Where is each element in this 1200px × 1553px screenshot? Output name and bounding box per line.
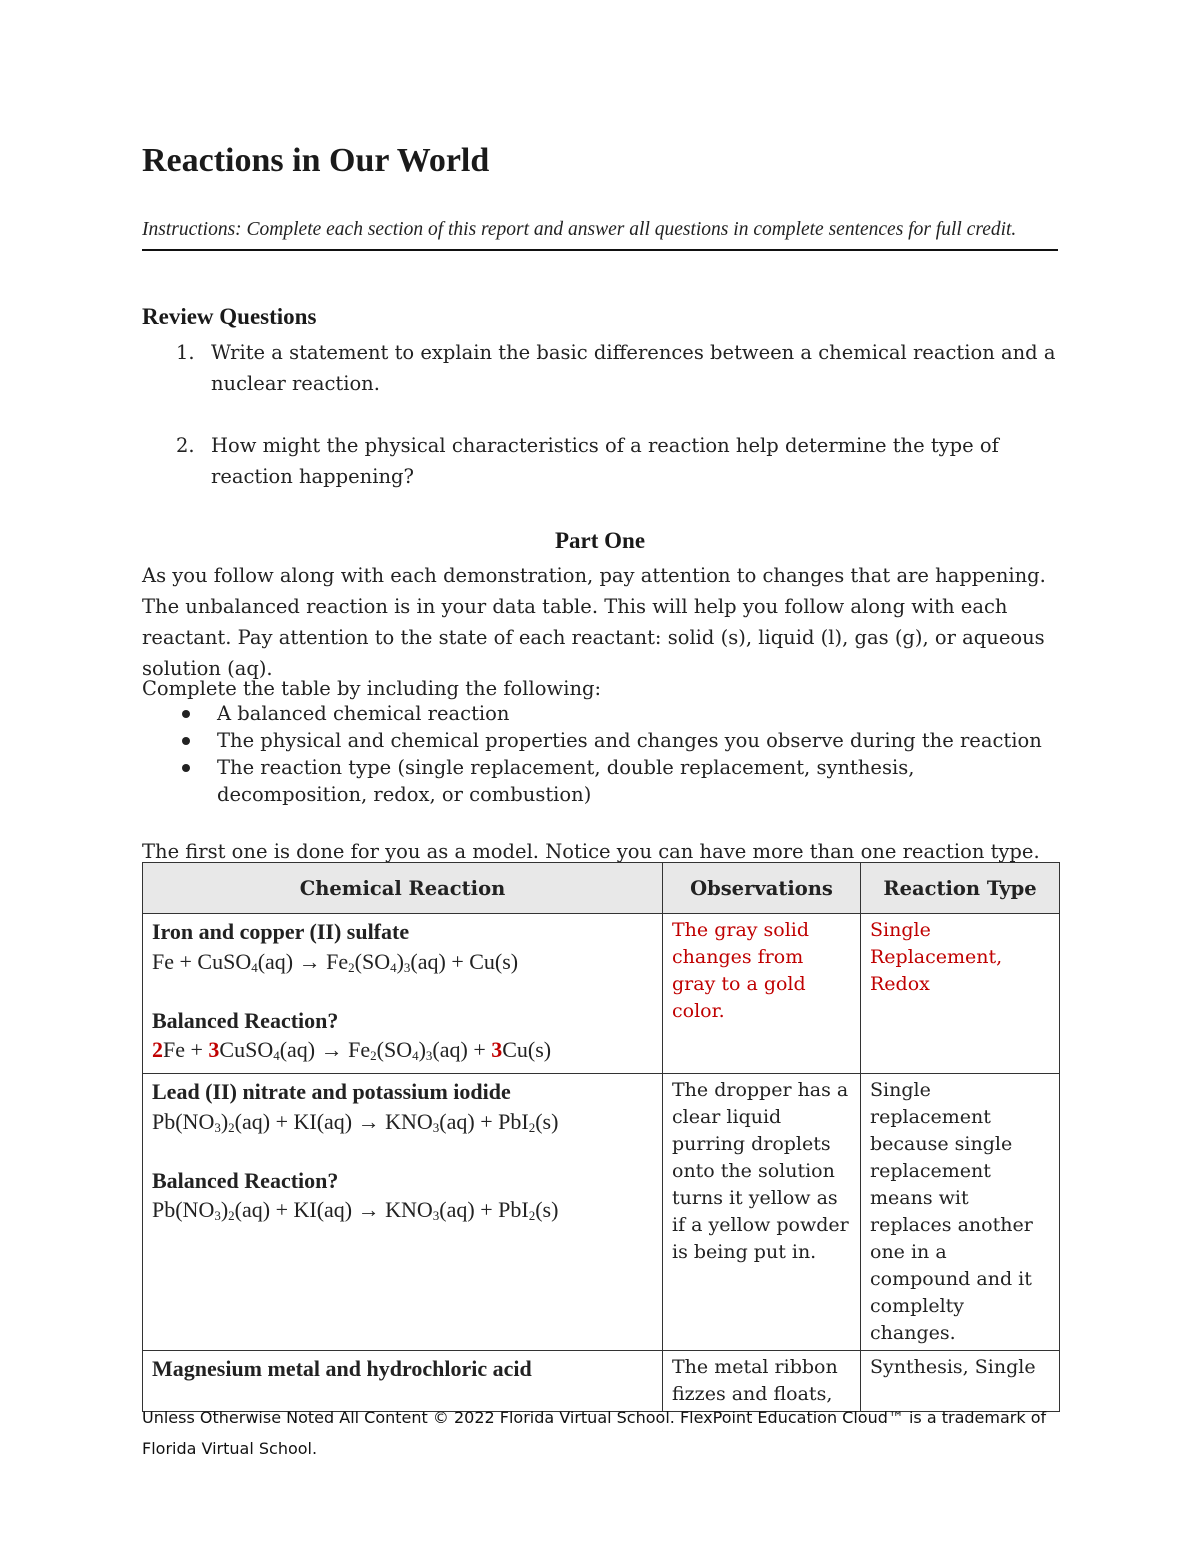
question-text: Write a statement to explain the basic differences between a chemical reaction and a nuclear reaction.: [211, 341, 1056, 395]
table-row: [143, 914, 1060, 1074]
reaction-name: Magnesium metal and hydrochloric acid: [152, 1356, 532, 1381]
chemical-reaction-cell: [143, 914, 663, 1074]
data-table: [142, 862, 1060, 1412]
question-number: 1.: [176, 341, 195, 364]
observations-cell: The metal ribbon fizzes and floats,: [663, 1351, 861, 1412]
observations-cell: The gray solid changes from gray to a gold color.: [663, 914, 861, 1074]
balanced-equation: $Pb(NO_3)_2(aq) + KI(aq) \to KNO_3(aq) + PbI_2(s)$: [152, 1197, 559, 1223]
reaction-type-cell: Single replacement because single replacement means wit replaces another one in a compound and it complelty changes.: [861, 1074, 1060, 1351]
part-one-intro: As you follow along with each demonstration, pay attention to changes that are happening. The unbalanced reaction is in your data table. This will help you follow along with each reactant. Pay attention to the state of each reactant: solid (s), liquid (l), gas (g), or aqueous solution (aq).: [142, 564, 1046, 680]
header-reaction-type: Reaction Type: [861, 863, 1060, 914]
instructions: Instructions: Complete each section of this report and answer all questions in complete sentences for full credit.: [142, 216, 1058, 251]
copyright-footer: Unless Otherwise Noted All Content © 2022 Florida Virtual School. FlexPoint Education Cloud™ is a trademark of Florida Virtual School.: [142, 1408, 1047, 1458]
unbalanced-equation: $Pb(NO_3)_2(aq) + KI(aq) \to KNO_3(aq) + PbI_2(s)$: [152, 1108, 559, 1135]
review-questions-list: [142, 337, 1058, 523]
balanced-equation: 2Fe + 3CuSO$_4$(aq) → $Fe_2(SO_4)_3(aq) + 3Cu(s)$: [152, 1037, 552, 1063]
question-text: How might the physical characteristics of a reaction help determine the type of reaction happening?: [211, 434, 999, 488]
question-number: 2.: [176, 434, 195, 457]
part-one-heading: Part One: [554, 528, 646, 553]
balanced-label: Balanced Reaction?: [152, 1007, 339, 1033]
reaction-type-cell: Synthesis, Single: [861, 1351, 1060, 1412]
header-chemical-reaction: Chemical Reaction: [143, 863, 663, 914]
bullet-icon: [182, 764, 190, 772]
model-note: The first one is done for you as a model. Notice you can have more than one reaction type.: [142, 840, 1040, 863]
list-item: A balanced chemical reaction: [142, 700, 1058, 727]
list-item: The physical and chemical properties and changes you observe during the reaction: [142, 727, 1058, 754]
observations-cell: The dropper has a clear liquid purring droplets onto the solution turns it yellow as if a yellow powder is being put in.: [663, 1074, 861, 1351]
reaction-name: Lead (II) nitrate and potassium iodide: [152, 1079, 511, 1104]
header-observations: Observations: [663, 863, 861, 914]
reaction-type-cell: Single Replacement, Redox: [861, 914, 1060, 1074]
chemical-reaction-cell: [143, 1074, 663, 1351]
table-header-row: [143, 863, 1060, 914]
list-item: The reaction type (single replacement, double replacement, synthesis, decomposition, redox, or combustion): [142, 754, 1058, 808]
table-row: [143, 1074, 1060, 1351]
requirements-list: [142, 700, 1058, 808]
review-question: [142, 337, 1058, 399]
review-questions-heading: Review Questions: [142, 304, 317, 329]
bullet-icon: [182, 710, 190, 718]
reaction-name: Iron and copper (II) sulfate: [152, 919, 410, 944]
bullet-icon: [182, 737, 190, 745]
page-title: Reactions in Our World: [142, 142, 490, 179]
table-instructions: Complete the table by including the following:: [142, 677, 602, 700]
balanced-label: Balanced Reaction?: [152, 1167, 339, 1193]
review-question: [142, 430, 1058, 492]
unbalanced-equation: Fe + CuSO$_4$(aq) → $Fe_2(SO_4)_3(aq) + Cu(s)$: [152, 948, 519, 975]
